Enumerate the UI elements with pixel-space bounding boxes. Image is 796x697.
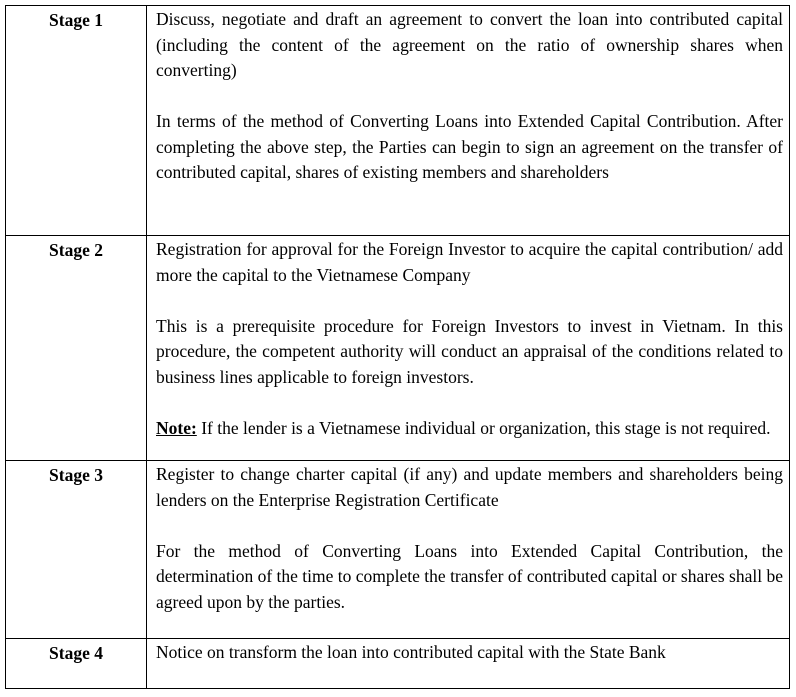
note-label: Note:	[156, 417, 197, 438]
stage-description	[147, 6, 790, 236]
table-row-stage-4	[6, 639, 790, 689]
stage-label: Stage 4	[6, 639, 147, 689]
description-paragraph: Discuss, negotiate and draft an agreement to convert the loan into contributed capital (including the content of the agreement on the ratio of ownership shares when converting)	[156, 9, 783, 80]
description-paragraph: Notice on transform the loan into contributed capital with the State Bank	[156, 642, 666, 662]
table-row-stage-3	[6, 461, 790, 639]
stage-description	[147, 236, 790, 461]
table-row-stage-1	[6, 6, 790, 236]
stages-table	[5, 5, 790, 689]
description-paragraph: For the method of Converting Loans into Extended Capital Contribution, the determination of the time to complete the transfer of contributed capital or shares shall be agreed upon by the parties.	[156, 540, 783, 612]
stage-label: Stage 2	[6, 236, 147, 461]
description-paragraph: In terms of the method of Converting Loans into Extended Capital Contribution. After completing the above step, the Parties can begin to sign an agreement on the transfer of contributed capital, shares of existing members and shareholders	[156, 111, 783, 182]
stage-label: Stage 3	[6, 461, 147, 639]
stage-description	[147, 461, 790, 639]
description-paragraph: Registration for approval for the Foreign Investor to acquire the capital contribution/ add more the capital to the Vietnamese Company	[156, 239, 783, 285]
stage-label: Stage 1	[6, 6, 147, 236]
note-text: If the lender is a Vietnamese individual or organization, this stage is not required.	[196, 417, 771, 438]
description-paragraph: This is a prerequisite procedure for Foreign Investors to invest in Vietnam. In this procedure, the competent authority will conduct an appraisal of the conditions related to business lines applicable to foreign investors.	[156, 315, 783, 387]
description-paragraph: Register to change charter capital (if any) and update members and shareholders being lenders on the Enterprise Registration Certificate	[156, 464, 783, 510]
stage-description	[147, 639, 790, 689]
table-row-stage-2	[6, 236, 790, 461]
note-paragraph	[156, 416, 783, 442]
